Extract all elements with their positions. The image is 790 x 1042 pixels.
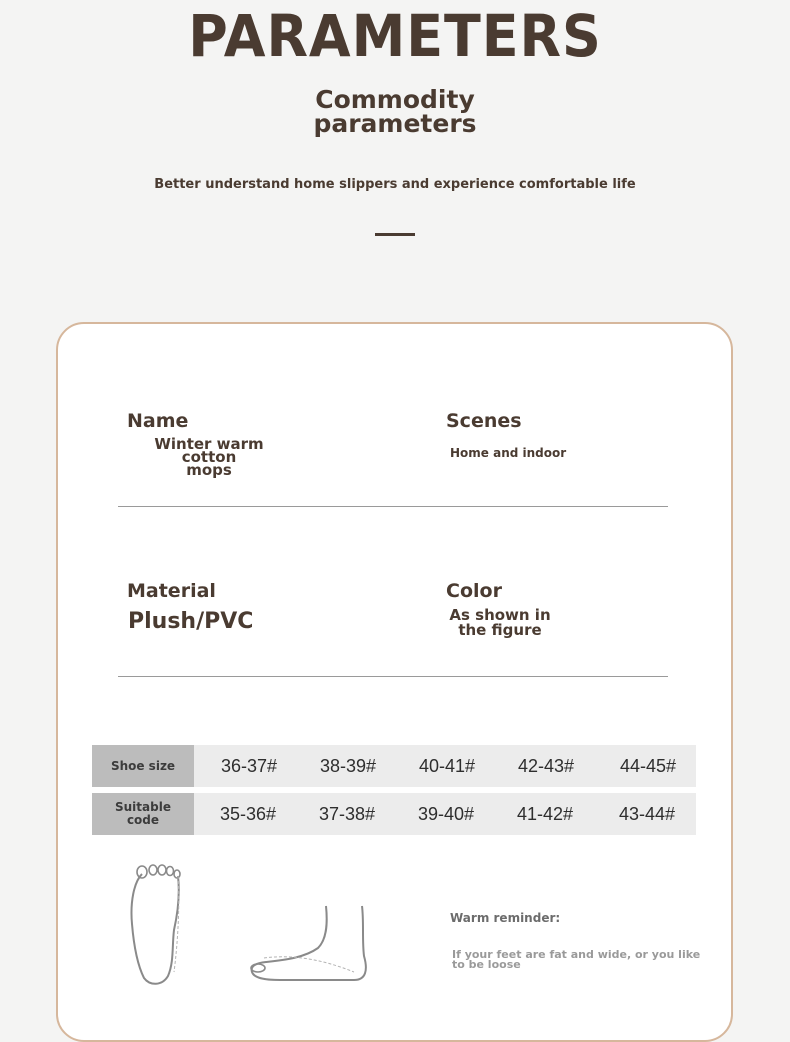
suitable-code-row [92, 793, 696, 835]
name-label: Name [127, 410, 189, 432]
shoe-size-cell: 38-39# [319, 755, 377, 776]
title-divider [375, 233, 415, 236]
reminder-text-line2: to be loose [452, 958, 521, 971]
shoe-size-cell: 44-45# [619, 755, 677, 776]
shoe-size-cell: 42-43# [517, 755, 575, 776]
shoe-size-row [92, 745, 696, 787]
suitable-code-header-line1: Suitable [115, 800, 171, 814]
suitable-code-cell: 37-38# [318, 803, 376, 824]
section-title-line2: parameters [313, 109, 477, 138]
color-value [448, 608, 552, 638]
shoe-size-header: Shoe size [92, 745, 194, 787]
shoe-size-cell: 40-41# [418, 755, 476, 776]
tagline: Better understand home slippers and experience comfortable life [154, 177, 636, 192]
reminder-text-line1: If your feet are fat and wide, or you like [452, 948, 701, 961]
name-value [127, 435, 291, 479]
section-title-line1: Commodity [315, 85, 475, 114]
page-title: PARAMETERS [188, 2, 602, 70]
suitable-code-header [92, 793, 194, 835]
suitable-code-cell: 41-42# [516, 803, 574, 824]
scenes-label: Scenes [446, 410, 522, 432]
foot-top-view-icon [120, 862, 200, 988]
name-value-line2: mops [186, 461, 232, 479]
scenes-value: Home and indoor [450, 446, 567, 460]
color-value-line2: the figure [458, 621, 542, 639]
name-value-line1: Winter warm cotton [154, 435, 264, 466]
spec-divider-1 [118, 506, 668, 507]
material-value: Plush/PVC [128, 609, 254, 634]
shoe-size-cell: 36-37# [220, 755, 278, 776]
spec-divider-2 [118, 676, 668, 677]
cropped-reminder-text [452, 992, 696, 1000]
suitable-code-cell: 43-44# [618, 803, 676, 824]
suitable-code-header-line2: code [126, 813, 160, 827]
suitable-code-cell: 39-40# [417, 803, 475, 824]
suitable-code-cell: 35-36# [219, 803, 277, 824]
color-label: Color [446, 580, 502, 602]
material-label: Material [127, 580, 216, 602]
reminder-text [452, 950, 700, 970]
color-value-line1: As shown in [449, 606, 551, 624]
reminder-title: Warm reminder: [450, 911, 561, 925]
foot-side-view-icon [244, 900, 374, 986]
